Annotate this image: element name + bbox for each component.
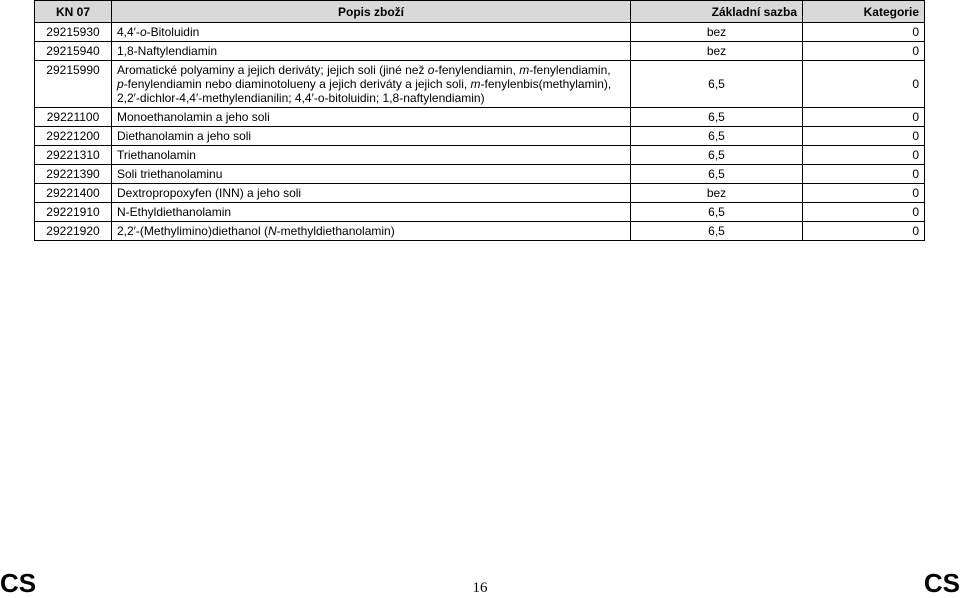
desc-italic: o: [139, 25, 147, 39]
header-category: Kategorie: [803, 1, 925, 23]
desc-italic: m: [470, 77, 481, 91]
desc-text: 4,4′-: [117, 25, 140, 39]
desc-italic: p: [117, 77, 124, 91]
cell-rate: 6,5: [631, 165, 803, 184]
table-row: [35, 127, 925, 146]
table-row: [35, 23, 925, 42]
cell-code: 29215940: [35, 42, 112, 61]
cell-code: 29221100: [35, 108, 112, 127]
cell-rate: bez: [631, 184, 803, 203]
table-row: [35, 184, 925, 203]
cell-rate: 6,5: [631, 222, 803, 241]
cell-description: [112, 61, 631, 108]
table-row: [35, 203, 925, 222]
cell-code: 29215990: [35, 61, 112, 108]
desc-italic: o: [427, 63, 435, 77]
cell-category: 0: [803, 222, 925, 241]
desc-text: -fenylenbis(methylamin), 2,2′-dichlor-4,4′-methylendianilin; 4,4′-o-bitoluidin; 1,8-naftylendiamin): [117, 77, 612, 105]
table-row: [35, 61, 925, 108]
cell-code: 29221310: [35, 146, 112, 165]
cell-rate: 6,5: [631, 146, 803, 165]
footer-language-code-right: CS: [923, 568, 960, 598]
cell-description: Triethanolamin: [112, 146, 631, 165]
desc-text: -fenylendiamin,: [529, 63, 611, 77]
cell-category: 0: [803, 184, 925, 203]
table-row: [35, 42, 925, 61]
desc-text: -fenylendiamin,: [434, 63, 520, 77]
table-header-row: [35, 1, 925, 23]
cell-category: 0: [803, 127, 925, 146]
cell-category: 0: [803, 146, 925, 165]
cell-rate: 6,5: [631, 203, 803, 222]
table-row: [35, 146, 925, 165]
desc-text: Aromatické polyaminy a jejich deriváty; jejich soli (jiné než: [117, 63, 428, 77]
cell-code: 29221390: [35, 165, 112, 184]
tariff-table: [34, 0, 925, 241]
table-row: [35, 165, 925, 184]
desc-italic: N: [267, 224, 277, 238]
cell-category: 0: [803, 23, 925, 42]
cell-category: 0: [803, 42, 925, 61]
cell-description: [112, 222, 631, 241]
cell-category: 0: [803, 203, 925, 222]
cell-category: 0: [803, 165, 925, 184]
header-rate: Základní sazba: [631, 1, 803, 23]
desc-text: -Bitoluidin: [146, 25, 200, 39]
cell-description: [112, 23, 631, 42]
cell-code: 29221200: [35, 127, 112, 146]
cell-description: Soli triethanolaminu: [112, 165, 631, 184]
cell-code: 29221400: [35, 184, 112, 203]
cell-description: Diethanolamin a jeho soli: [112, 127, 631, 146]
cell-rate: 6,5: [631, 127, 803, 146]
cell-category: 0: [803, 108, 925, 127]
header-description: Popis zboží: [112, 1, 631, 23]
page-number: 16: [472, 580, 488, 596]
header-code: KN 07: [35, 1, 112, 23]
table-row: [35, 222, 925, 241]
cell-description: N-Ethyldiethanolamin: [112, 203, 631, 222]
cell-rate: 6,5: [631, 108, 803, 127]
cell-rate: bez: [631, 42, 803, 61]
table-row: [35, 108, 925, 127]
cell-code: 29215930: [35, 23, 112, 42]
footer-language-code-left: CS: [0, 568, 37, 598]
cell-description: 1,8-Naftylendiamin: [112, 42, 631, 61]
cell-description: Monoethanolamin a jeho soli: [112, 108, 631, 127]
desc-text: -fenylendiamin nebo diaminotolueny a jejich deriváty a jejich soli,: [123, 77, 471, 91]
desc-text: 2,2′-(Methylimino)diethanol (: [117, 224, 268, 238]
cell-category: 0: [803, 61, 925, 108]
desc-text: -methyldiethanolamin): [276, 224, 395, 238]
desc-italic: m: [519, 63, 530, 77]
cell-code: 29221910: [35, 203, 112, 222]
cell-rate: 6,5: [631, 61, 803, 108]
cell-code: 29221920: [35, 222, 112, 241]
cell-rate: bez: [631, 23, 803, 42]
cell-description: Dextropropoxyfen (INN) a jeho soli: [112, 184, 631, 203]
